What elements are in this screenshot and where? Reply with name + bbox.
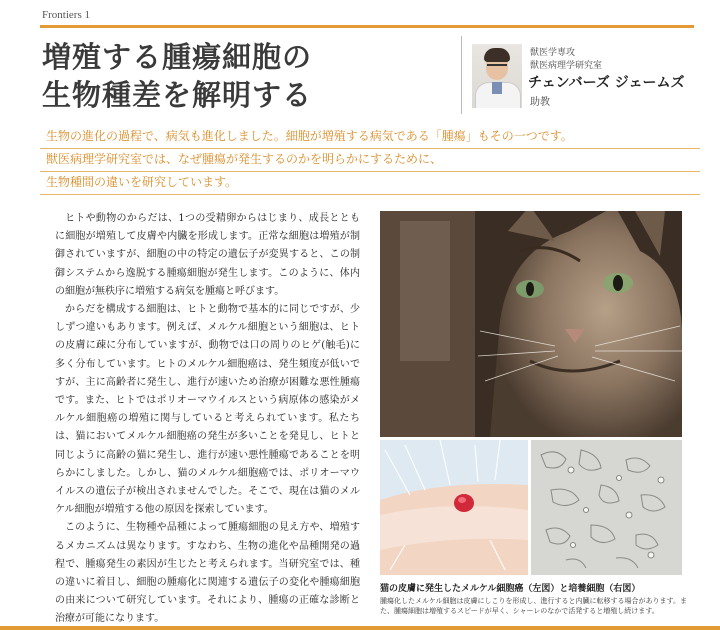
- body-paragraph-2: からだを構成する細胞は、ヒトと動物で基本的に同じですが、少しずつ違いもあります。例えば、メルケル細胞という細胞は、ヒトの皮膚に疎に分布していますが、動物では口の周りのヒゲ(触毛)に多く分布しています。ヒトのメルケル細胞癌は、発生頻度が低いですが、主に高齢者に発生し、進行が速いため治療が困難な悪性腫瘍です。また、ヒトではポリオーマウイルスという病原体の感染がメルケル細胞癌の増殖に関与していると考えられています。私たちは、猫においてメルケル細胞癌の発生が多いことを発見し、ヒトと同じように高齢の猫に発生し、進行が速い悪性腫瘍であることを明らかにしました。しかし、猫のメルケル細胞癌では、ポリオーマウイルスの遺伝子が検出されませんでした。そこで、現在は猫のメルケル細胞が増殖する他の原因を探索しています。: [55, 304, 360, 516]
- cat-illustration: [380, 211, 682, 437]
- author-laboratory: 獣医病理学研究室: [530, 61, 603, 71]
- cultured-cells-illustration: [531, 440, 682, 575]
- body-paragraph-3: このように、生物種や品種によって腫瘍細胞の見え方や、増殖するメカニズムは異なります。すなわち、生物の進化や品種開発の過程で、腫瘍発生の素因が生じたと考えられます。当研究室では、種の違いに着目し、細胞の腫瘍化に関連する遺伝子の変化や腫瘍細胞の由来について研究しています。それにより、腫瘍の正確な診断と治療が可能になります。: [55, 522, 360, 625]
- body-paragraph-1: ヒトや動物のからだは、1つの受精卵からはじまり、成長とともに細胞が増殖して皮膚や内臓を形成します。正常な細胞は増殖が制御されていますが、細胞の中の特定の遺伝子が変異すると、この制御システムから逸脱する腫瘍細胞が発生します。このように、体内の細胞が無秩序に増殖する病気を腫瘍と呼びます。: [55, 213, 360, 297]
- article-title: [42, 38, 452, 114]
- lead-line-1: 生物の進化の過程で、病気も進化しました。細胞が増殖する病気である「腫瘍」もその一つです。: [40, 126, 700, 149]
- footer-rule: [0, 626, 720, 630]
- author-department: 獣医学専攻: [530, 48, 576, 58]
- author-photo: [472, 44, 522, 108]
- title-divider: [461, 36, 462, 114]
- header-rule: [40, 25, 694, 28]
- article-body: [55, 210, 360, 629]
- author-photo-hair: [484, 48, 510, 62]
- lead-text: [40, 126, 700, 195]
- tumor-illustration: [380, 440, 528, 575]
- author-photo-collar: [492, 82, 502, 94]
- author-name: チェンバーズ ジェームズ: [528, 75, 685, 91]
- title-line-1: 増殖する腫瘍細胞の: [42, 40, 313, 74]
- cultured-cells-photo: [531, 440, 682, 575]
- tumor-photo: [380, 440, 528, 575]
- title-line-2: 生物種差を解明する: [42, 78, 313, 112]
- figure-caption-text: 腫瘍化したメルケル細胞は皮膚にしこりを形成し、進行すると内臓に転移する場合があります。また、腫瘍細胞は増殖するスピードが早く、シャーレのなかで活発すると増殖し続けます。: [380, 597, 687, 615]
- running-head: Frontiers 1: [42, 9, 90, 21]
- lead-line-3: 生物種間の違いを研究しています。: [40, 172, 700, 195]
- author-photo-glasses: [487, 64, 507, 70]
- figure-caption-title: 猫の皮膚に発生したメルケル細胞癌（左図）と培養細胞（右図）: [380, 584, 641, 594]
- lead-line-2: 獣医病理学研究室では、なぜ腫瘍が発生するのかを明らかにするために、: [40, 149, 700, 172]
- cat-photo: [380, 211, 682, 437]
- author-position: 助教: [530, 97, 550, 108]
